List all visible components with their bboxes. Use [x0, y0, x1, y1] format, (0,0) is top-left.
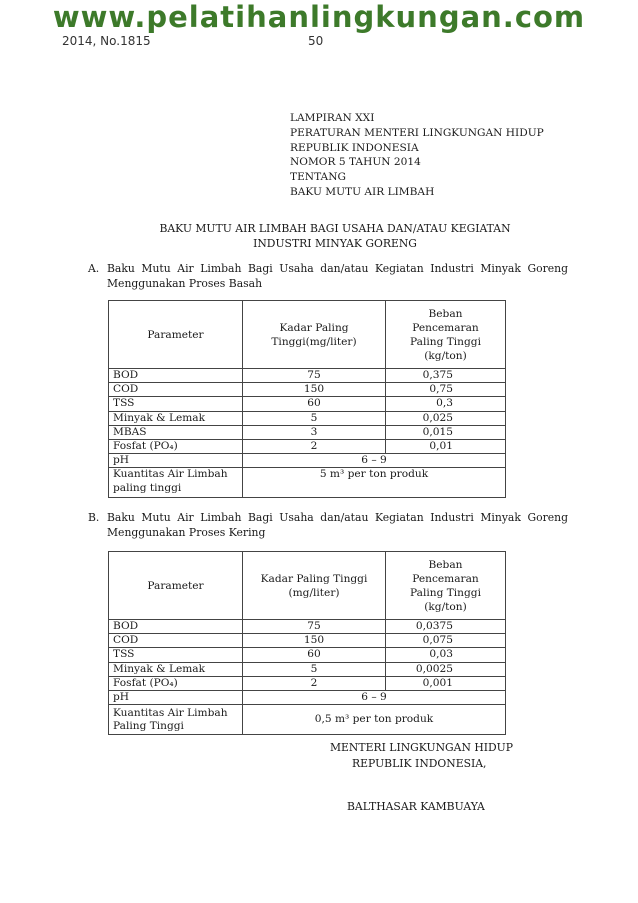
cell-param: pH [109, 691, 243, 705]
cell-ph-value: 6 – 9 [243, 691, 506, 705]
table-row [109, 383, 506, 397]
table-row [109, 425, 506, 439]
header-parameter: Parameter [109, 301, 243, 369]
lampiran-line: REPUBLIK INDONESIA [290, 141, 419, 154]
table-header-row [109, 301, 506, 369]
table-header-row [109, 552, 506, 620]
cell-ph-value: 6 – 9 [243, 454, 506, 468]
cell-kadar: 150 [243, 634, 386, 648]
cell-beban: 0,0375 [386, 620, 506, 634]
header-beban: Beban Pencemaran Paling Tinggi (kg/ton) [386, 552, 506, 620]
lampiran-line: LAMPIRAN XXI [290, 112, 375, 124]
cell-param: Minyak & Lemak [109, 411, 243, 425]
title-line: INDUSTRI MINYAK GORENG [253, 236, 417, 250]
signature-title: MENTERI LINGKUNGAN HIDUP [330, 741, 514, 754]
table-row [109, 648, 506, 662]
cell-kadar: 75 [243, 620, 386, 634]
cell-beban: 0,375 [386, 369, 506, 383]
header-parameter: Parameter [109, 552, 243, 620]
section-text: Baku Mutu Air Limbah Bagi Usaha dan/atau Kegiatan Industri Minyak Goreng Menggunakan Proses Kering [107, 511, 568, 539]
cell-kadar: 2 [243, 676, 386, 690]
cell-param: Kuantitas Air Limbah paling tinggi [109, 468, 243, 498]
cell-beban: 0,01 [386, 440, 506, 454]
cell-kadar: 150 [243, 383, 386, 397]
table-row-ph [109, 691, 506, 705]
table-row-kuantitas [109, 468, 506, 498]
cell-kadar: 60 [243, 397, 386, 411]
cell-param: BOD [109, 369, 243, 383]
lampiran-line: NOMOR 5 TAHUN 2014 [290, 156, 421, 169]
section-label: B. [88, 511, 100, 524]
cell-param: TSS [109, 648, 243, 662]
cell-kadar: 5 [243, 662, 386, 676]
lampiran-line: PERATURAN MENTERI LINGKUNGAN HIDUP [290, 126, 544, 139]
table-row [109, 369, 506, 383]
table-row [109, 411, 506, 425]
cell-kadar: 2 [243, 440, 386, 454]
table-row-ph [109, 454, 506, 468]
cell-beban: 0,015 [386, 425, 506, 439]
cell-kadar: 3 [243, 425, 386, 439]
cell-param: Minyak & Lemak [109, 662, 243, 676]
cell-param: COD [109, 634, 243, 648]
table-row [109, 634, 506, 648]
document-title [110, 222, 560, 252]
lampiran-block [290, 111, 544, 200]
cell-beban: 0,0025 [386, 662, 506, 676]
page-number: 50 [308, 34, 324, 48]
cell-param: BOD [109, 620, 243, 634]
table-row [109, 662, 506, 676]
table-row [109, 440, 506, 454]
section-text: Baku Mutu Air Limbah Bagi Usaha dan/atau Kegiatan Industri Minyak Goreng Menggunakan Proses Basah [107, 262, 568, 290]
table-row [109, 620, 506, 634]
signature-country: REPUBLIK INDONESIA, [352, 757, 487, 770]
cell-kuantitas-value: 0,5 m³ per ton produk [243, 705, 506, 735]
cell-param: TSS [109, 397, 243, 411]
cell-beban: 0,025 [386, 411, 506, 425]
watermark-url: www.pelatihanlingkungan.com [52, 0, 586, 34]
section-label: A. [88, 262, 100, 275]
cell-kadar: 75 [243, 369, 386, 383]
cell-beban: 0,03 [386, 648, 506, 662]
signatory-name: BALTHASAR KAMBUAYA [347, 800, 485, 813]
table-dry-process [108, 551, 506, 735]
cell-kuantitas-value: 5 m³ per ton produk [243, 468, 506, 498]
table-row-kuantitas [109, 705, 506, 735]
section-a-heading [88, 262, 568, 292]
header-beban: Beban Pencemaran Paling Tinggi (kg/ton) [386, 301, 506, 369]
header-kadar: Kadar Paling Tinggi (mg/liter) [243, 552, 386, 620]
table-row [109, 676, 506, 690]
lampiran-line: BAKU MUTU AIR LIMBAH [290, 185, 435, 198]
cell-param: COD [109, 383, 243, 397]
header-kadar: Kadar Paling Tinggi(mg/liter) [243, 301, 386, 369]
title-line: BAKU MUTU AIR LIMBAH BAGI USAHA DAN/ATAU KEGIATAN [159, 222, 511, 235]
table-row [109, 397, 506, 411]
cell-param: pH [109, 454, 243, 468]
cell-beban: 0,075 [386, 634, 506, 648]
cell-param: Fosfat (PO₄) [109, 676, 243, 690]
cell-kadar: 60 [243, 648, 386, 662]
cell-param: Kuantitas Air Limbah Paling Tinggi [109, 705, 243, 735]
cell-beban: 0,3 [386, 397, 506, 411]
cell-beban: 0,75 [386, 383, 506, 397]
lampiran-line: TENTANG [290, 171, 346, 184]
table-wet-process [108, 300, 506, 498]
cell-param: Fosfat (PO₄) [109, 440, 243, 454]
cell-param: MBAS [109, 425, 243, 439]
section-b-heading [88, 511, 568, 541]
signature-block [330, 740, 513, 772]
cell-beban: 0,001 [386, 676, 506, 690]
cell-kadar: 5 [243, 411, 386, 425]
publication-number: 2014, No.1815 [62, 34, 151, 48]
